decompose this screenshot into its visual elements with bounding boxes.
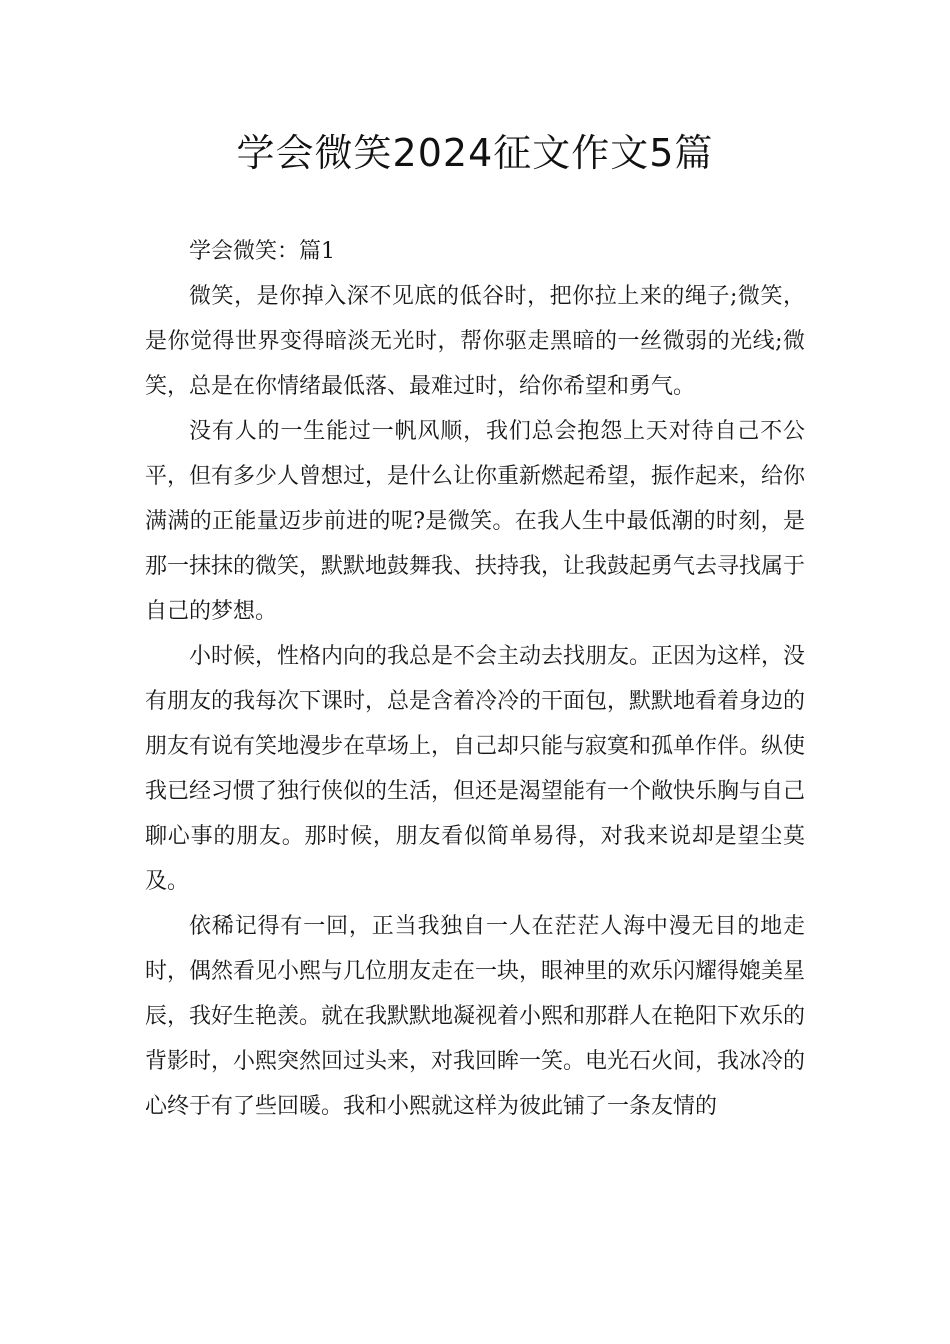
- paragraph: 微笑，是你掉入深不见底的低谷时，把你拉上来的绳子;微笑，是你觉得世界变得暗淡无光时，帮你驱走黑暗的一丝微弱的光线;微笑，总是在你情绪最低落、最难过时，给你希望和勇气。: [145, 284, 805, 399]
- paragraph: 依稀记得有一回，正当我独自一人在茫茫人海中漫无目的地走时，偶然看见小熙与几位朋友走在一块，眼神里的欢乐闪耀得媲美星辰，我好生艳羡。就在我默默地凝视着小熙和那群人在艳阳下欢乐的背影时，小熙突然回过头来，对我回眸一笑。电光石火间，我冰冷的心终于有了些回暖。我和小熙就这样为彼此铺了一条友情的: [145, 914, 806, 1119]
- paragraph: 没有人的一生能过一帆风顺，我们总会抱怨上天对待自己不公平，但有多少人曾想过，是什么让你重新燃起希望，振作起来，给你满满的正能量迈步前进的呢?是微笑。在我人生中最低潮的时刻，是那一抹抹的微笑，默默地鼓舞我、扶持我，让我鼓起勇气去寻找属于自己的梦想。: [145, 419, 806, 624]
- document-title: 学会微笑2024征文作文5篇: [236, 131, 714, 175]
- section-heading: 学会微笑：篇1: [189, 239, 335, 264]
- document-body: [145, 229, 805, 1129]
- paragraph: 小时候，性格内向的我总是不会主动去找朋友。正因为这样，没有朋友的我每次下课时，总是含着冷冷的干面包，默默地看着身边的朋友有说有笑地漫步在草场上，自己却只能与寂寞和孤单作伴。纵使我已经习惯了独行侠似的生活，但还是渴望能有一个敞快乐胸与自己聊心事的朋友。那时候，朋友看似简单易得，对我来说却是望尘莫及。: [145, 644, 806, 894]
